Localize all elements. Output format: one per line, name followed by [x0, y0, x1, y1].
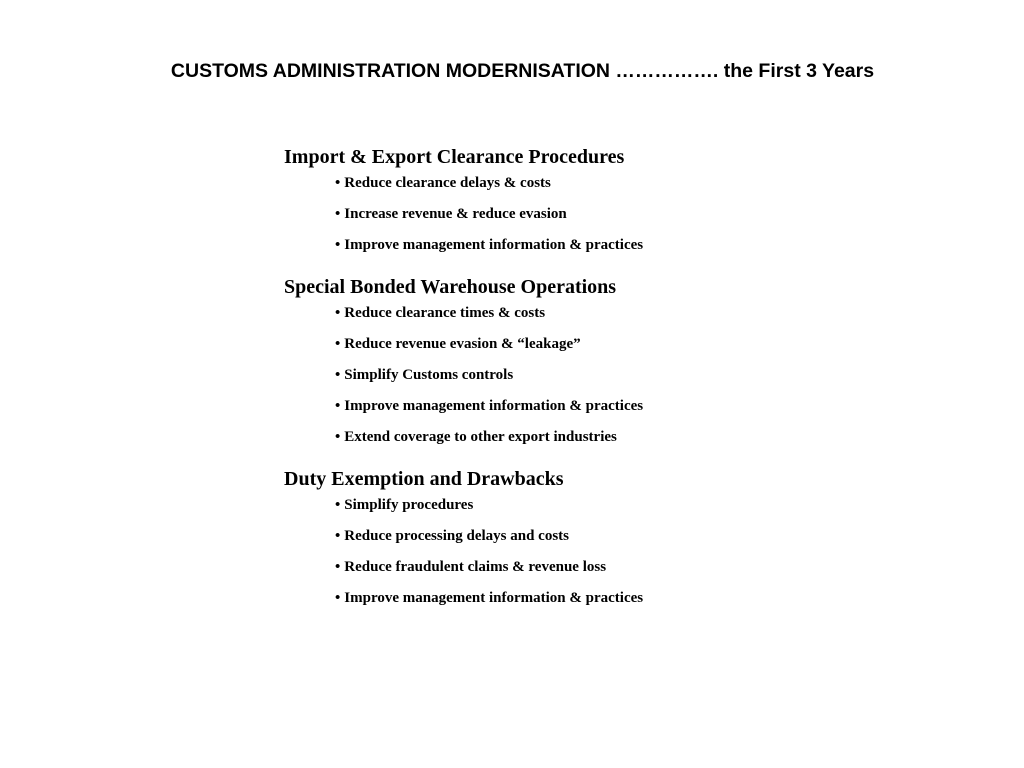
bullet-text: Reduce clearance delays & costs [344, 175, 551, 191]
bullet-icon: • [335, 336, 341, 352]
bullet-text: Increase revenue & reduce evasion [344, 206, 567, 222]
bullet-text: Improve management information & practices [344, 398, 644, 414]
bullet-item [335, 526, 984, 557]
section-bonded-warehouse [284, 273, 984, 458]
bullet-item [335, 334, 984, 365]
section-heading: Special Bonded Warehouse Operations [284, 276, 617, 298]
slide-content [284, 143, 984, 626]
section-heading: Duty Exemption and Drawbacks [284, 468, 564, 490]
bullet-list [284, 495, 984, 619]
bullet-item [335, 235, 984, 266]
bullet-text: Reduce revenue evasion & “leakage” [344, 336, 581, 352]
bullet-icon: • [335, 305, 341, 321]
bullet-icon: • [335, 497, 341, 513]
bullet-icon: • [335, 528, 341, 544]
bullet-text: Reduce clearance times & costs [344, 305, 546, 321]
section-heading: Import & Export Clearance Procedures [284, 146, 625, 168]
bullet-list [284, 173, 984, 266]
bullet-item [335, 204, 984, 235]
bullet-text: Improve management information & practices [344, 590, 644, 606]
bullet-item [335, 427, 984, 458]
bullet-item [335, 173, 984, 204]
bullet-icon: • [335, 590, 341, 606]
bullet-item [335, 557, 984, 588]
bullet-text: Improve management information & practices [344, 237, 644, 253]
bullet-icon: • [335, 206, 341, 222]
bullet-item [335, 303, 984, 334]
slide-title: CUSTOMS ADMINISTRATION MODERNISATION ……………. the First 3 Years [170, 60, 875, 82]
bullet-icon: • [335, 559, 341, 575]
bullet-text: Simplify Customs controls [344, 367, 514, 383]
bullet-icon: • [335, 398, 341, 414]
bullet-text: Reduce fraudulent claims & revenue loss [344, 559, 607, 575]
bullet-text: Extend coverage to other export industries [344, 429, 617, 445]
bullet-icon: • [335, 367, 341, 383]
bullet-item [335, 588, 984, 619]
bullet-icon: • [335, 175, 341, 191]
bullet-text: Reduce processing delays and costs [344, 528, 570, 544]
bullet-text: Simplify procedures [344, 497, 474, 513]
section-duty-exemption [284, 465, 984, 619]
bullet-item [335, 365, 984, 396]
bullet-icon: • [335, 429, 341, 445]
bullet-item [335, 495, 984, 526]
section-import-export [284, 143, 984, 266]
bullet-icon: • [335, 237, 341, 253]
bullet-item [335, 396, 984, 427]
bullet-list [284, 303, 984, 458]
